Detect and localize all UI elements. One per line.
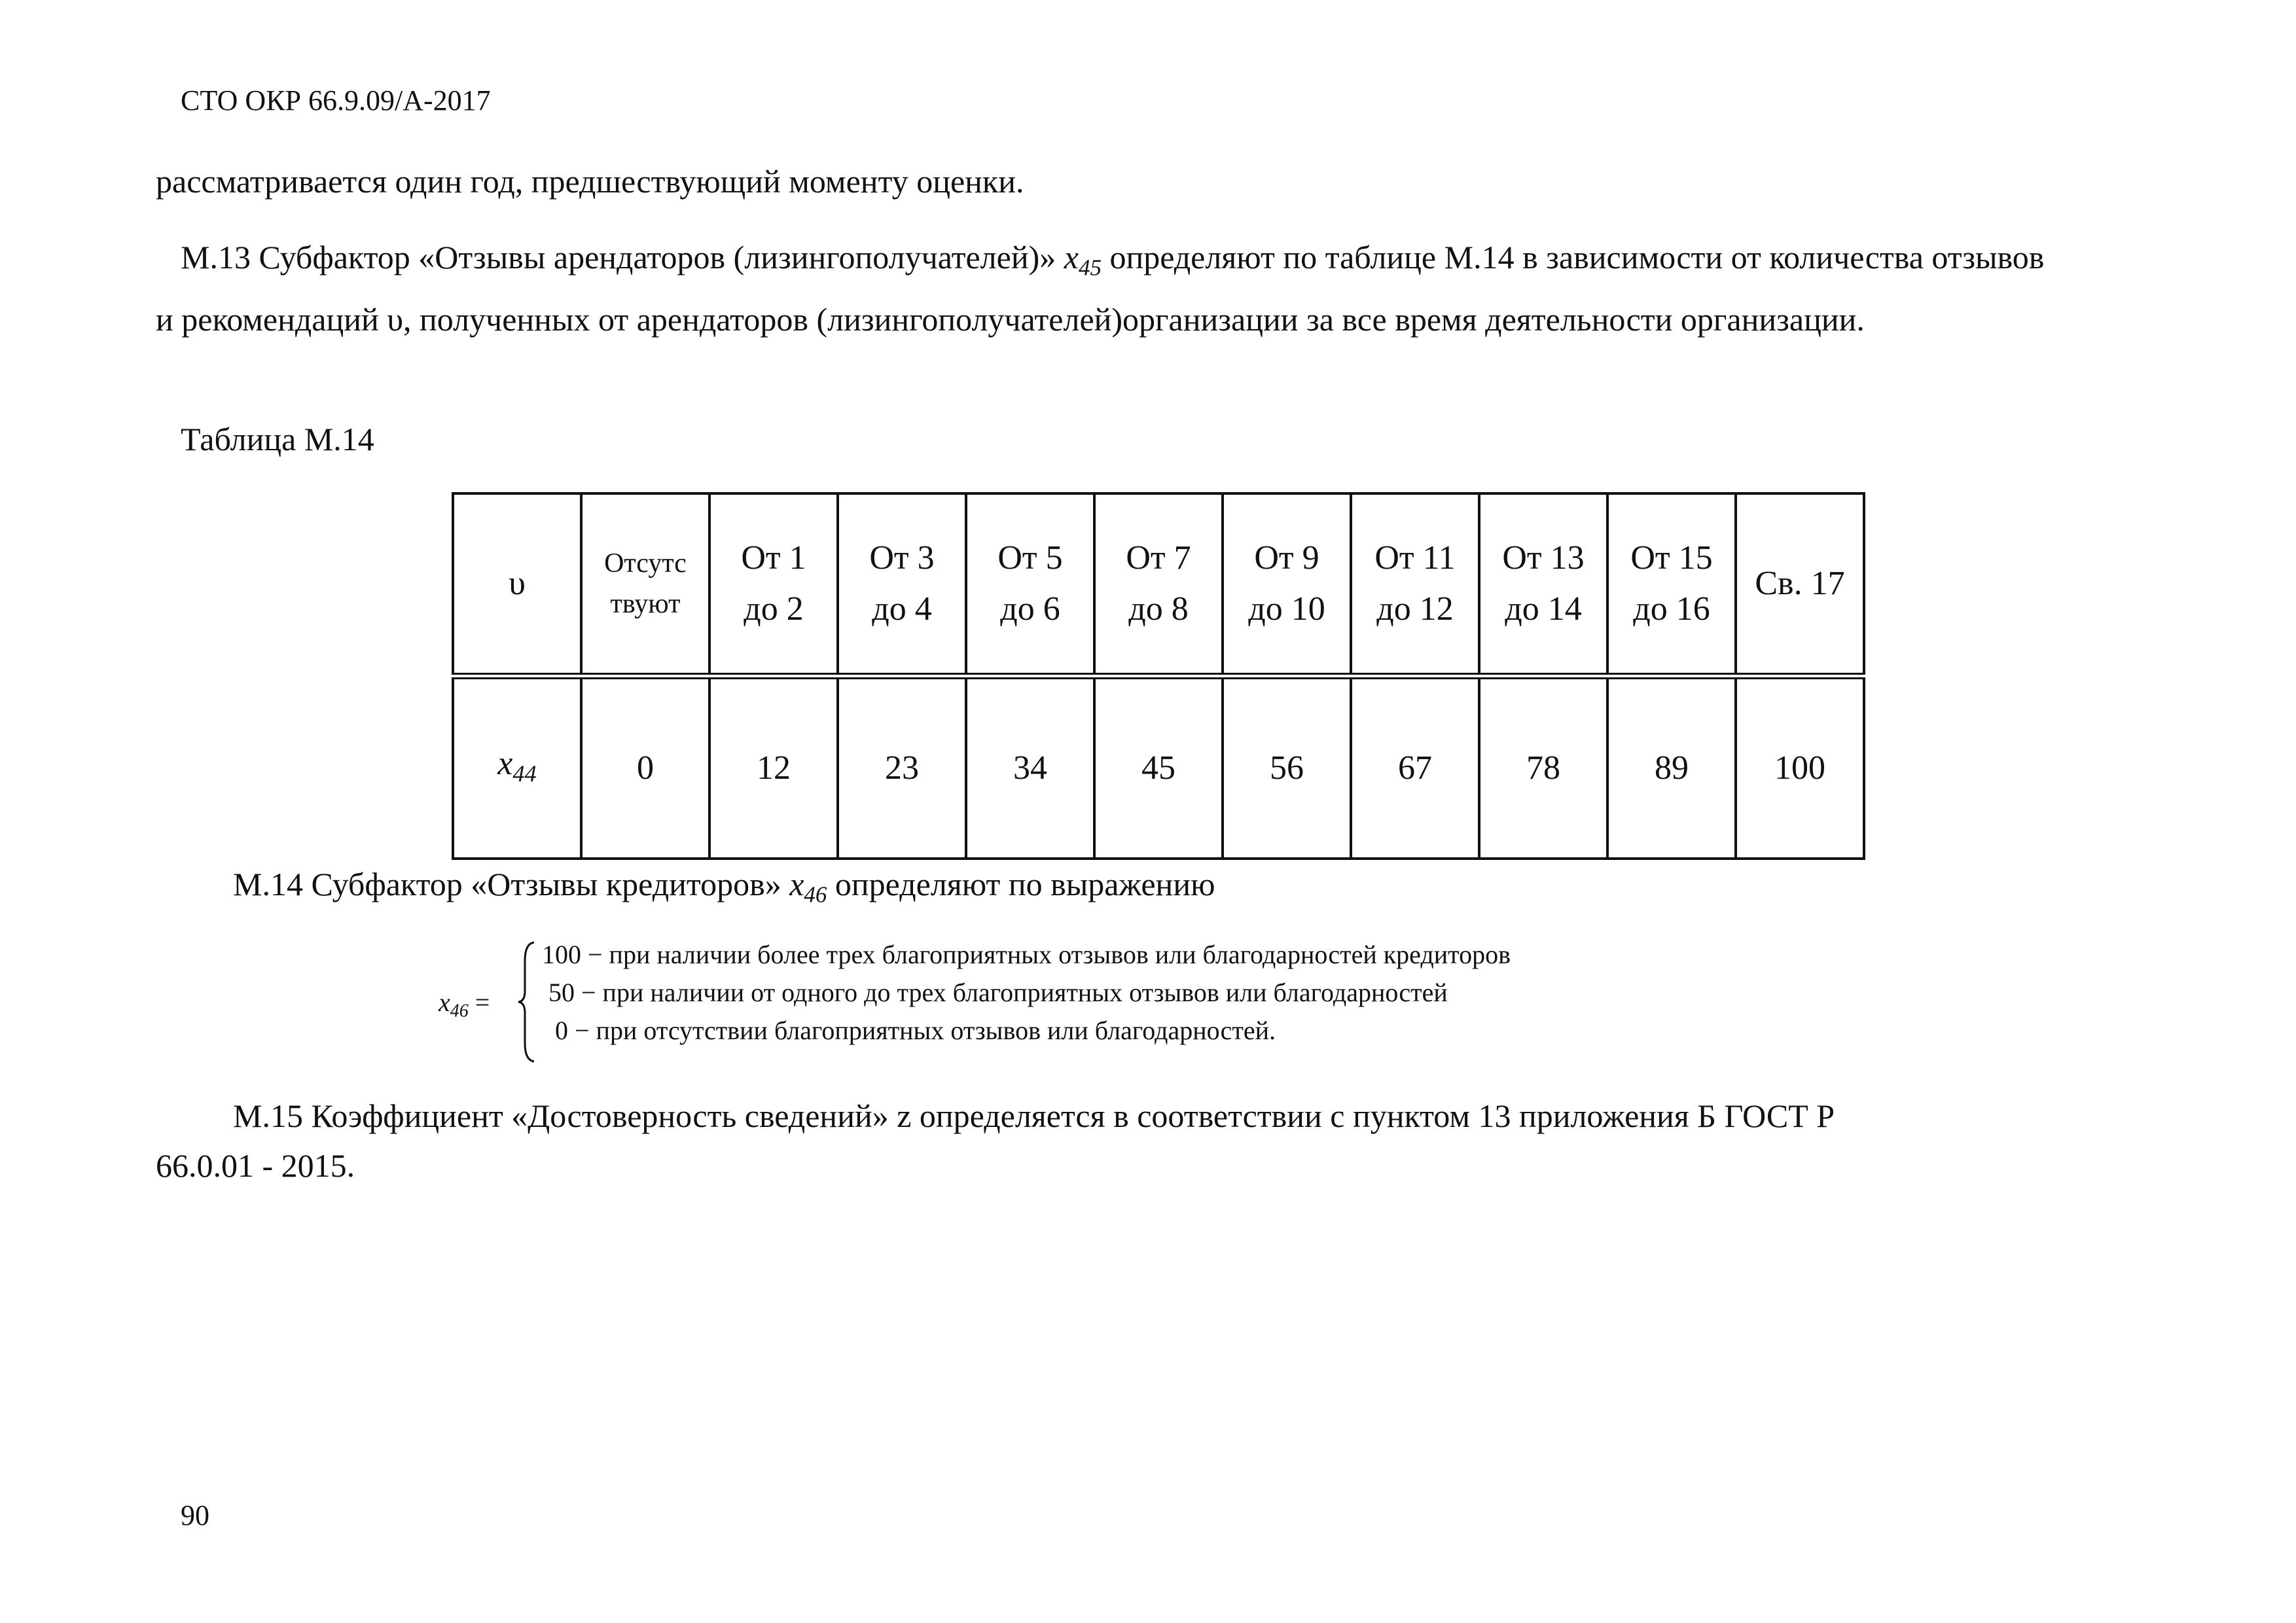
table-caption: Таблица М.14 — [181, 421, 374, 457]
header-cell: От 3 до 4 — [838, 493, 966, 676]
formula-lhs: $x_{46}$ = — [439, 988, 490, 1022]
value-cell: 100 — [1736, 676, 1864, 859]
document-header: СТО ОКР 66.9.09/А-2017 — [181, 84, 491, 116]
table-m14 — [452, 492, 1865, 860]
left-brace-icon — [517, 941, 537, 1063]
m13-text-after: определяют по таблице М.14 в зависимости от количества отзывов и рекомендаций υ, полученных от арендаторов (лизингополучателей)организации за все время деятельности организации. — [156, 239, 2045, 338]
header-cell: От 15 до 16 — [1607, 493, 1736, 676]
header-cell: От 9 до 10 — [1223, 493, 1351, 676]
paragraph-m15-continuation: 66.0.01 - 2015. — [156, 1147, 355, 1184]
header-cell: От 7 до 8 — [1094, 493, 1223, 676]
value-cell: 34 — [966, 676, 1094, 859]
m14-text-before: М.14 Субфактор «Отзывы кредиторов» — [233, 866, 790, 902]
m13-text-before: М.13 Субфактор «Отзывы арендаторов (лизингополучателей)» — [181, 239, 1064, 276]
header-cell: От 5 до 6 — [966, 493, 1094, 676]
m14-variable: $x_{46}$ — [789, 866, 827, 908]
header-cell: От 11 до 12 — [1351, 493, 1479, 676]
value-cell: 56 — [1223, 676, 1351, 859]
header-symbol-cell: υ — [453, 493, 581, 676]
table-data-row — [453, 676, 1864, 859]
formula-case-3: 0 − при отсутствии благоприятных отзывов или благодарностей. — [542, 1016, 1276, 1045]
formula-cases — [542, 936, 1511, 1050]
header-cell: Св. 17 — [1736, 493, 1864, 676]
paragraph-m15: М.15 Коэффициент «Достоверность сведений» z определяется в соответствии с пунктом 13 приложения Б ГОСТ Р — [233, 1097, 1835, 1134]
header-cell: От 13 до 14 — [1479, 493, 1607, 676]
page-number: 90 — [181, 1499, 209, 1531]
paragraph-m13 — [156, 232, 2054, 345]
value-cell: 12 — [709, 676, 838, 859]
m13-variable: $x_{45}$ — [1064, 239, 1102, 281]
m14-text-after: определяют по выражению — [827, 866, 1215, 902]
row-variable-cell: $x_{44}$ — [453, 676, 581, 859]
value-cell: 45 — [1094, 676, 1223, 859]
value-cell: 67 — [1351, 676, 1479, 859]
value-cell: 89 — [1607, 676, 1736, 859]
paragraph-m14 — [233, 859, 1215, 921]
header-cell: От 1 до 2 — [709, 493, 838, 676]
formula-case-2: 50 − при наличии от одного до трех благоприятных отзывов или благодарностей — [542, 978, 1448, 1007]
value-cell: 23 — [838, 676, 966, 859]
formula-case-1: 100 − при наличии более трех благоприятных отзывов или благодарностей кредиторов — [542, 940, 1511, 969]
table-header-row — [453, 493, 1864, 676]
value-cell: 78 — [1479, 676, 1607, 859]
paragraph-continuation: рассматривается один год, предшествующий моменту оценки. — [156, 163, 1024, 200]
value-cell: 0 — [581, 676, 709, 859]
header-cell: Отсутс твуют — [581, 493, 709, 676]
